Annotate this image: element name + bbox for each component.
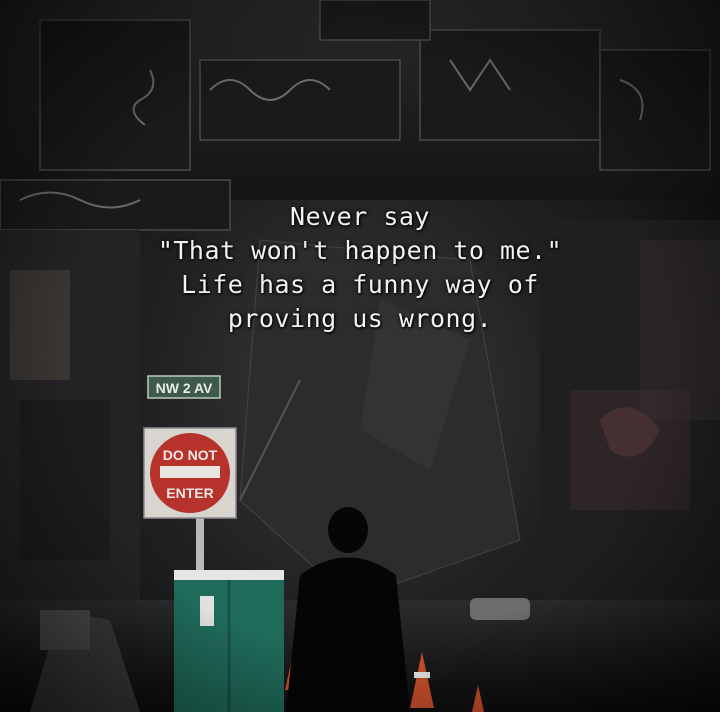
quote-line-2: "That won't happen to me." bbox=[157, 236, 563, 265]
quote-line-3: Life has a funny way of bbox=[181, 270, 539, 299]
quote-line-1: Never say bbox=[290, 202, 430, 231]
quote-text bbox=[0, 200, 720, 336]
quote-line-4: proving us wrong. bbox=[227, 304, 493, 333]
